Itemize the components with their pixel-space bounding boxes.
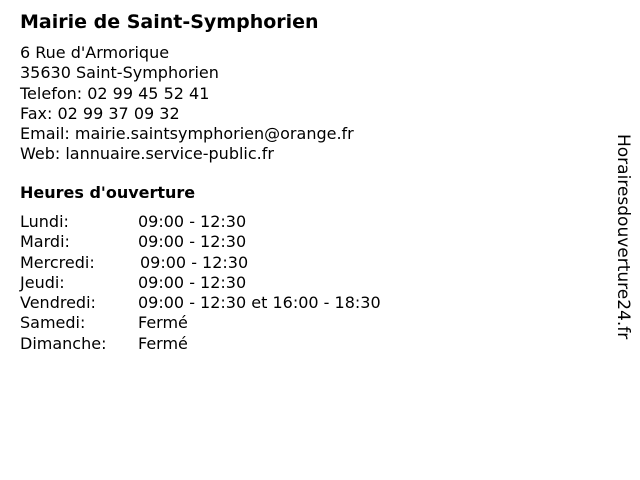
page-title: Mairie de Saint-Symphorien	[20, 11, 319, 33]
day-label: Mercredi:	[20, 252, 95, 272]
hours-row-monday	[20, 212, 440, 232]
time-value: 09:00 - 12:30	[138, 272, 247, 292]
day-label: Lundi:	[20, 212, 69, 231]
day-label: Vendredi:	[20, 293, 96, 313]
site-watermark: Horairesdouverture24.fr	[613, 134, 633, 340]
hours-row-friday	[20, 293, 440, 313]
hours-row-saturday	[20, 313, 440, 333]
address-street: 6 Rue d'Armorique	[20, 43, 170, 62]
day-label: Dimanche:	[20, 333, 107, 353]
hours-row-sunday	[20, 334, 440, 354]
opening-hours-table	[20, 212, 440, 354]
time-value: 09:00 - 12:30	[138, 212, 247, 231]
hours-row-tuesday	[20, 232, 440, 252]
opening-hours-heading: Heures d'ouverture	[20, 183, 196, 202]
day-label: Mardi:	[20, 232, 70, 252]
address-city: 35630 Saint-Symphorien	[20, 63, 219, 83]
hours-row-thursday	[20, 273, 440, 293]
email-address: Email: mairie.saintsymphorien@orange.fr	[20, 124, 354, 144]
phone-number: Telefon: 02 99 45 52 41	[20, 83, 210, 103]
day-label: Samedi:	[20, 313, 86, 333]
website: Web: lannuaire.service-public.fr	[20, 144, 274, 164]
time-value: 09:00 - 12:30 et 16:00 - 18:30	[138, 293, 381, 313]
time-value: 09:00 - 12:30	[138, 232, 247, 252]
hours-row-wednesday	[20, 253, 440, 273]
time-value: 09:00 - 12:30	[140, 252, 249, 272]
contact-info	[20, 43, 354, 165]
day-label: Jeudi:	[20, 272, 65, 292]
fax-number: Fax: 02 99 37 09 32	[20, 103, 180, 123]
time-value: Fermé	[138, 313, 188, 333]
time-value: Fermé	[138, 333, 188, 353]
